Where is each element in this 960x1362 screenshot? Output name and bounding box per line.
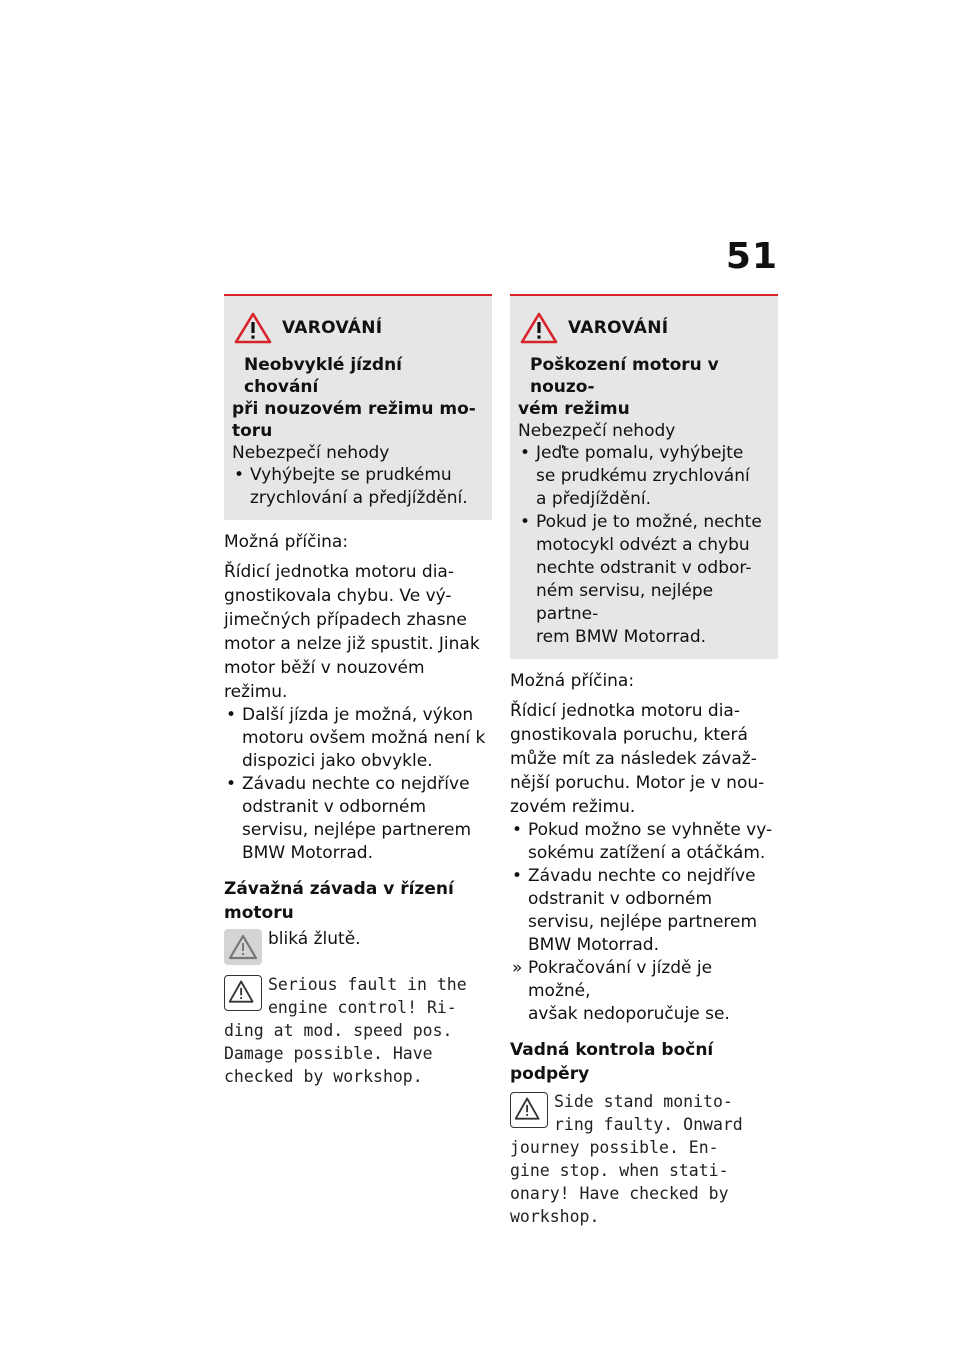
action-bullet [224,704,492,773]
bullet-line: BMW Motorrad. [528,935,659,955]
bullet-marker: • [512,820,523,840]
warning-title: VAROVÁNÍ [282,318,383,338]
action-bullet [510,865,778,957]
bullet-line: motoru ovšem možná není k [242,728,486,748]
bullet-marker: • [512,866,523,886]
action-bullet [224,773,492,865]
bullet-line: rem BMW Motorrad. [536,627,707,647]
display-message-block [510,1090,778,1228]
warning-bullet-list [232,464,482,510]
warning-subtitle-line: vém režimu [518,399,630,419]
bullet-line: se prudkému zrychlování [536,466,750,486]
cause-text [510,699,778,819]
bullet-line: odstranit v odborném [528,889,713,909]
bullet-line: Pokud je to možné, nechte [536,512,762,532]
bullet-line: servisu, nejlépe partnerem [242,820,472,840]
warning-bullet-list [518,442,768,649]
warning-text: Nebezpečí nehody [232,443,390,463]
bullet-line: nechte odstranit v odbor- [536,558,752,578]
display-message-block [224,973,492,1088]
left-column [224,294,492,1088]
display-message-line: Serious fault in the [268,975,467,994]
fault-heading [224,877,492,925]
right-column [510,294,778,1228]
cause-line: motor běží v nouzovém režimu. [224,658,425,702]
cause-line: Řídicí jednotka motoru dia- [510,701,740,721]
warning-box-left [224,294,492,520]
bullet-line: Jeďte pomalu, vyhýbejte [536,443,744,463]
warning-header [520,312,768,344]
bullet-line: odstranit v odborném [242,797,427,817]
cause-line: Řídicí jednotka motoru dia- [224,562,454,582]
warning-text: Nebezpečí nehody [518,421,676,441]
warning-subtitle-line: Neobvyklé jízdní chování [244,355,402,397]
display-message [224,973,492,1088]
general-warning-light-icon [224,929,262,965]
bullet-line: avšak nedoporučuje se. [528,1004,730,1024]
cause-line: gnostikovala chybu. Ve vý- [224,586,452,606]
display-message [510,1090,778,1228]
bullet-marker: • [226,705,237,725]
bullet-marker: • [520,512,531,532]
bullet-line: zrychlování a předjíždění. [250,488,468,508]
bullet-line: sokému zatížení a otáčkám. [528,843,766,863]
display-message-line: ding at mod. speed pos. [224,1021,453,1040]
action-bullet [510,819,778,865]
warning-triangle-icon [520,312,558,344]
cause-line: jimečných případech zhasne [224,610,467,630]
warning-triangle-icon [234,312,272,344]
warning-subtitle [518,354,768,420]
bullet-line: Závadu nechte co nejdříve [242,774,470,794]
bullet-marker: • [234,465,245,485]
cause-line: může mít za následek závaž- [510,749,757,769]
display-message-line: onary! Have checked by [510,1184,729,1203]
display-message-line: Damage possible. Have [224,1044,433,1063]
warning-subtitle-line: toru [232,421,273,441]
bullet-marker: » [512,958,523,978]
cause-line: gnostikovala poruchu, která [510,725,748,745]
warning-bullet [518,511,768,649]
display-message-line: journey possible. En- [510,1138,719,1157]
bullet-line: ném servisu, nejlépe partne- [536,581,714,624]
display-message-line: gine stop. when stati- [510,1161,729,1180]
bullet-line: motocykl odvézt a chybu [536,535,750,555]
display-message-line: engine control! Ri- [268,998,457,1017]
cause-label: Možná příčina: [510,671,635,691]
bullet-line: Závadu nechte co nejdříve [528,866,756,886]
bullet-marker: • [226,774,237,794]
warning-subtitle-line: při nouzovém režimu mo- [232,399,476,419]
cause-line: motor a nelze již spustit. Jinak [224,634,480,654]
bullet-line: BMW Motorrad. [242,843,373,863]
display-message-line: ring faulty. Onward [554,1115,743,1134]
display-warning-icon [224,975,262,1011]
sidestand-heading: Vadná kontrola boční podpěry [510,1040,714,1084]
warning-bullet [518,442,768,511]
bullet-line: dispozici jako obvykle. [242,751,433,771]
warning-title: VAROVÁNÍ [568,318,669,338]
cause-label: Možná příčina: [224,532,349,552]
bullet-line: a předjíždění. [536,489,651,509]
display-message-line: Side stand monito- [554,1092,733,1111]
cause-line: zovém režimu. [510,797,636,817]
warning-box-right [510,294,778,659]
bullet-line: servisu, nejlépe partnerem [528,912,758,932]
page-number: 51 [725,236,778,277]
cause-line: nější poruchu. Motor je v nou- [510,773,765,793]
bullet-line: Pokračování v jízdě je možné, [528,958,713,1001]
indicator-row [224,927,492,965]
indicator-text: bliká žlutě. [268,929,361,949]
display-message-line: checked by workshop. [224,1067,423,1086]
result-bullet [510,957,778,1026]
bullet-line: Pokud možno se vyhněte vy- [528,820,773,840]
warning-subtitle [232,354,482,442]
bullet-line: Další jízda je možná, výkon [242,705,474,725]
heading-line: motoru [224,903,294,923]
action-bullet-list [510,819,778,1026]
display-warning-icon [510,1092,548,1128]
warning-subtitle-line: Poškození motoru v nouzo- [530,355,719,397]
bullet-marker: • [520,443,531,463]
display-message-line: workshop. [510,1207,600,1226]
warning-bullet [232,464,482,510]
action-bullet-list [224,704,492,865]
cause-text [224,560,492,704]
heading-line: Závažná závada v řízení [224,879,454,899]
warning-header [234,312,482,344]
bullet-line: Vyhýbejte se prudkému [250,465,452,485]
